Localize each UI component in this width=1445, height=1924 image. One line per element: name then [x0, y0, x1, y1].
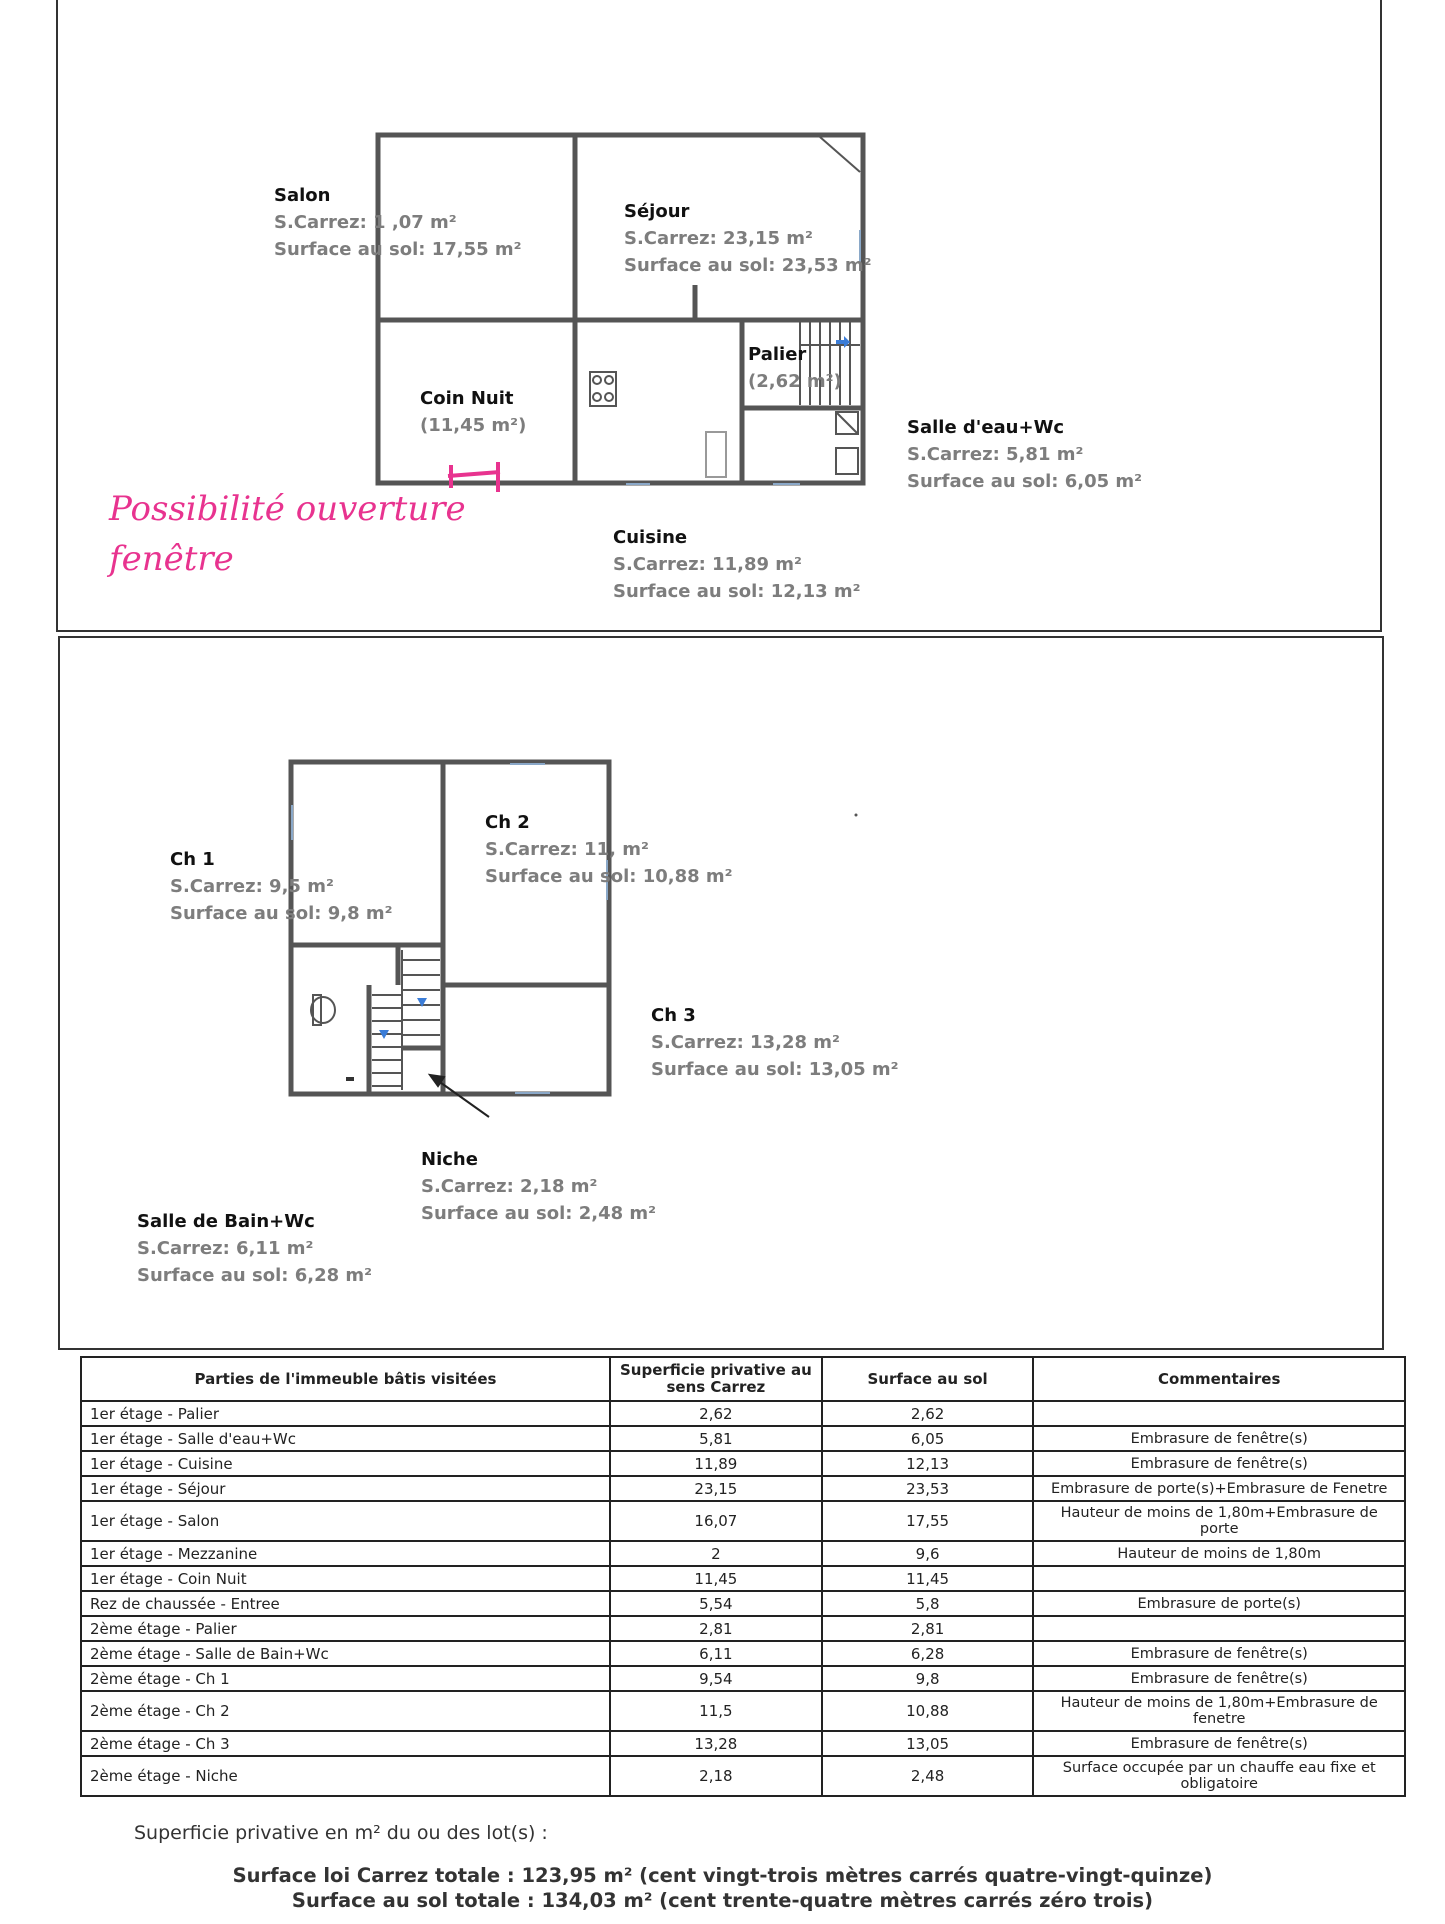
room-name: Ch 1 — [170, 849, 215, 870]
niche-pointer-arrow — [437, 1080, 489, 1117]
column-header: Parties de l'immeuble bâtis visitées — [81, 1357, 610, 1401]
cell-sol: 11,45 — [822, 1566, 1034, 1591]
room-surface-sol: Surface au sol: 9,8 m² — [170, 903, 393, 924]
cell-carrez: 6,11 — [610, 1641, 822, 1666]
room-carrez: S.Carrez: 6,11 m² — [137, 1238, 314, 1259]
summary-lead: Superficie privative en m² du ou des lot(s) : — [134, 1822, 548, 1844]
cell-sol: 6,05 — [822, 1426, 1034, 1451]
room-carrez: S.Carrez: 13,28 m² — [651, 1032, 840, 1053]
cell-sol: 23,53 — [822, 1476, 1034, 1501]
room-carrez: S.Carrez: 5,81 m² — [907, 444, 1084, 465]
table-row — [81, 1691, 1405, 1731]
cell-carrez: 11,45 — [610, 1566, 822, 1591]
table-row — [81, 1401, 1405, 1426]
room-surface-sol: Surface au sol: 2,48 m² — [421, 1203, 657, 1224]
cell-partie: 1er étage - Cuisine — [81, 1451, 610, 1476]
room-carrez: S.Carrez: 11,89 m² — [613, 554, 802, 575]
cell-carrez: 11,5 — [610, 1691, 822, 1731]
cell-partie: 2ème étage - Niche — [81, 1756, 610, 1796]
cell-partie: 1er étage - Coin Nuit — [81, 1566, 610, 1591]
handwritten-note-line: Possibilité ouverture — [109, 489, 466, 529]
room-area: (11,45 m²) — [420, 415, 527, 436]
room-carrez: S.Carrez: 11, m² — [485, 839, 649, 860]
room-name: Salon — [274, 185, 331, 206]
cell-sol: 2,81 — [822, 1616, 1034, 1641]
room-carrez: S.Carrez: 2,18 m² — [421, 1176, 598, 1197]
surface-table — [80, 1356, 1406, 1797]
summary-carrez-total: Surface loi Carrez totale : 123,95 m² (cent vingt-trois mètres carrés quatre-vingt-quinze) — [232, 1864, 1213, 1887]
cell-partie: 1er étage - Palier — [81, 1401, 610, 1426]
table-row — [81, 1566, 1405, 1591]
table-row — [81, 1641, 1405, 1666]
room-label-salle-de-bain — [137, 1208, 372, 1289]
cell-carrez: 2,18 — [610, 1756, 822, 1796]
room-surface-sol: Surface au sol: 17,55 m² — [274, 239, 522, 260]
cell-sol: 6,28 — [822, 1641, 1034, 1666]
cell-comment: Hauteur de moins de 1,80m+Embrasure de porte — [1033, 1501, 1405, 1541]
table-header-row — [81, 1357, 1405, 1401]
cell-comment: Hauteur de moins de 1,80m — [1033, 1541, 1405, 1566]
room-name: Coin Nuit — [420, 388, 514, 409]
cell-comment — [1033, 1401, 1405, 1426]
room-label-ch3 — [651, 1002, 899, 1083]
cell-comment: Embrasure de porte(s)+Embrasure de Fenetre — [1033, 1476, 1405, 1501]
room-surface-sol: Surface au sol: 23,53 m² — [624, 255, 872, 276]
room-surface-sol: Surface au sol: 10,88 m² — [485, 866, 733, 887]
room-name: Salle d'eau+Wc — [907, 417, 1065, 438]
cell-comment: Embrasure de fenêtre(s) — [1033, 1731, 1405, 1756]
room-surface-sol: Surface au sol: 13,05 m² — [651, 1059, 899, 1080]
cell-carrez: 16,07 — [610, 1501, 822, 1541]
room-name: Salle de Bain+Wc — [137, 1211, 315, 1232]
handwritten-note-line: fenêtre — [109, 539, 234, 579]
table-row — [81, 1541, 1405, 1566]
cell-carrez: 2,81 — [610, 1616, 822, 1641]
cell-comment — [1033, 1616, 1405, 1641]
cell-comment: Embrasure de fenêtre(s) — [1033, 1451, 1405, 1476]
room-label-ch1 — [170, 846, 393, 927]
room-name: Niche — [421, 1149, 478, 1170]
cell-comment: Embrasure de fenêtre(s) — [1033, 1641, 1405, 1666]
bathtub-icon — [346, 1077, 354, 1081]
cell-partie: 1er étage - Mezzanine — [81, 1541, 610, 1566]
table-row — [81, 1451, 1405, 1476]
table-row — [81, 1756, 1405, 1796]
room-area: (2,62 m²) — [748, 371, 842, 392]
room-name: Séjour — [624, 201, 690, 222]
table-row — [81, 1476, 1405, 1501]
cell-carrez: 2 — [610, 1541, 822, 1566]
summary-sol-total: Surface au sol totale : 134,03 m² (cent trente-quatre mètres carrés zéro trois) — [291, 1889, 1154, 1912]
room-name: Ch 3 — [651, 1005, 696, 1026]
cell-sol: 5,8 — [822, 1591, 1034, 1616]
cell-comment: Embrasure de fenêtre(s) — [1033, 1426, 1405, 1451]
room-label-niche — [421, 1146, 656, 1227]
cell-carrez: 23,15 — [610, 1476, 822, 1501]
cell-sol: 9,8 — [822, 1666, 1034, 1691]
room-carrez: S.Carrez: 1 ,07 m² — [274, 212, 457, 233]
room-name: Palier — [748, 344, 807, 365]
cell-carrez: 13,28 — [610, 1731, 822, 1756]
cell-partie: 2ème étage - Ch 1 — [81, 1666, 610, 1691]
cell-partie: 2ème étage - Ch 3 — [81, 1731, 610, 1756]
cell-partie: 2ème étage - Salle de Bain+Wc — [81, 1641, 610, 1666]
cell-sol: 10,88 — [822, 1691, 1034, 1731]
room-name: Cuisine — [613, 527, 688, 548]
table-row — [81, 1666, 1405, 1691]
cell-sol: 17,55 — [822, 1501, 1034, 1541]
cell-carrez: 9,54 — [610, 1666, 822, 1691]
cell-sol: 2,62 — [822, 1401, 1034, 1426]
cell-comment: Embrasure de porte(s) — [1033, 1591, 1405, 1616]
cell-comment: Surface occupée par un chauffe eau fixe et obligatoire — [1033, 1756, 1405, 1796]
column-header: Commentaires — [1033, 1357, 1405, 1401]
table-row — [81, 1616, 1405, 1641]
table-row — [81, 1426, 1405, 1451]
room-carrez: S.Carrez: 23,15 m² — [624, 228, 813, 249]
cell-partie: 2ème étage - Ch 2 — [81, 1691, 610, 1731]
cell-partie: 1er étage - Salle d'eau+Wc — [81, 1426, 610, 1451]
room-name: Ch 2 — [485, 812, 530, 833]
cell-carrez: 11,89 — [610, 1451, 822, 1476]
column-header: Superficie privative au sens Carrez — [610, 1357, 822, 1401]
table-row — [81, 1731, 1405, 1756]
cell-carrez: 2,62 — [610, 1401, 822, 1426]
toilet-icon — [311, 997, 335, 1023]
cell-sol: 13,05 — [822, 1731, 1034, 1756]
cell-sol: 12,13 — [822, 1451, 1034, 1476]
room-surface-sol: Surface au sol: 6,28 m² — [137, 1265, 373, 1286]
cell-carrez: 5,81 — [610, 1426, 822, 1451]
table-row — [81, 1501, 1405, 1541]
cell-comment: Embrasure de fenêtre(s) — [1033, 1666, 1405, 1691]
table-row — [81, 1591, 1405, 1616]
cell-comment — [1033, 1566, 1405, 1591]
cell-comment: Hauteur de moins de 1,80m+Embrasure de fenetre — [1033, 1691, 1405, 1731]
column-header: Surface au sol — [822, 1357, 1034, 1401]
cell-partie: 1er étage - Salon — [81, 1501, 610, 1541]
cell-partie: 1er étage - Séjour — [81, 1476, 610, 1501]
room-surface-sol: Surface au sol: 6,05 m² — [907, 471, 1143, 492]
cell-partie: Rez de chaussée - Entree — [81, 1591, 610, 1616]
cell-carrez: 5,54 — [610, 1591, 822, 1616]
cell-partie: 2ème étage - Palier — [81, 1616, 610, 1641]
cell-sol: 9,6 — [822, 1541, 1034, 1566]
room-carrez: S.Carrez: 9,5 m² — [170, 876, 334, 897]
room-surface-sol: Surface au sol: 12,13 m² — [613, 581, 861, 602]
room-label-ch2 — [485, 809, 733, 890]
cell-sol: 2,48 — [822, 1756, 1034, 1796]
speck-dot — [855, 814, 858, 817]
